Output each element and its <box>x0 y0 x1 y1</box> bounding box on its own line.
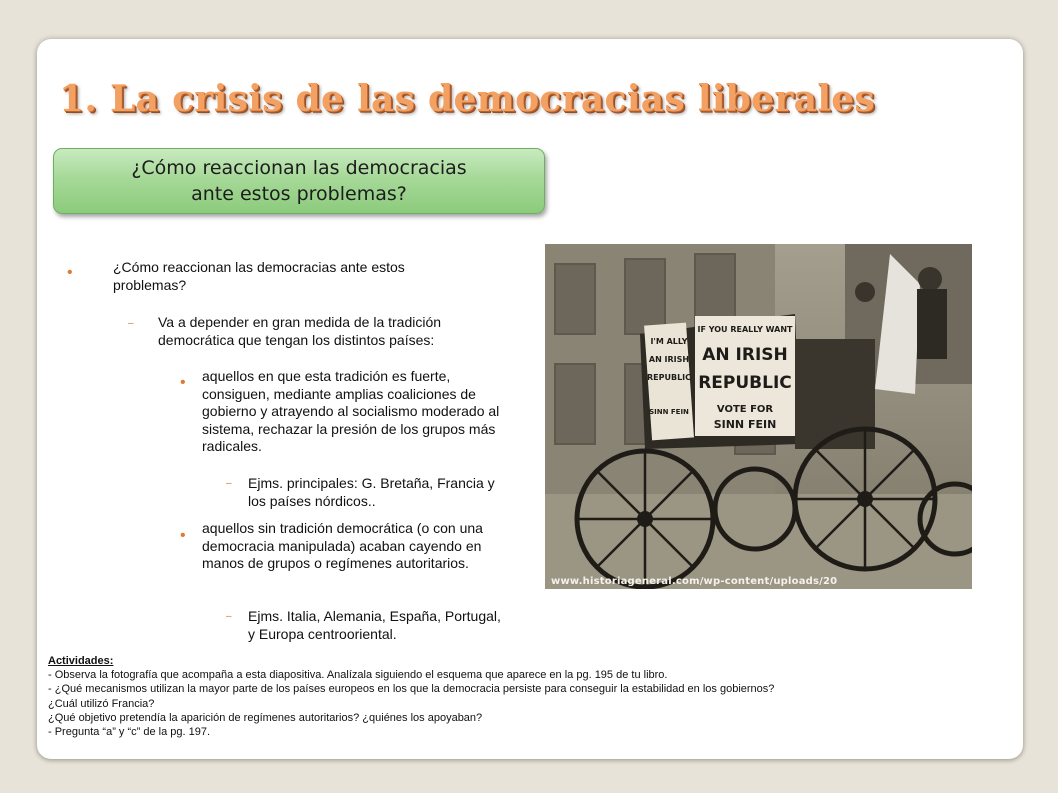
bullet-level4-examples-strong: Ejms. principales: G. Bretaña, Francia y los países nórdicos.. <box>248 475 495 509</box>
bullet-level1: ¿Cómo reaccionan las democracias ante estos problemas? <box>113 259 405 293</box>
photo-illustration <box>545 244 972 589</box>
dash-marker: – <box>128 318 134 329</box>
photo-caption: www.historiageneral.com/wp-content/uploads/20 <box>551 576 838 587</box>
bullet-level4-examples-weak: Ejms. Italia, Alemania, España, Portugal, y Europa centrooriental. <box>248 608 501 642</box>
right-sign-line: AN IRISH <box>702 345 788 365</box>
right-sign-line: SINN FEIN <box>713 418 777 431</box>
bullet-level2: Va a depender en gran medida de la tradición democrática que tengan los distintos países: <box>158 314 442 348</box>
activities-heading: Actividades: <box>48 655 114 667</box>
question-box-text: ¿Cómo reaccionan las democracias ante estos problemas? <box>131 157 467 205</box>
activity-line: - Pregunta “a” y “c” de la pg. 197. <box>48 726 211 739</box>
left-sign-line: AN IRISH <box>648 355 690 364</box>
dash-marker: – <box>226 611 232 622</box>
slide-title: 1. La crisis de las democracias liberales <box>59 78 875 120</box>
right-sign-line: REPUBLIC <box>698 373 792 393</box>
bullet-level3-strong: aquellos en que esta tradición es fuerte, consiguen, mediante amplias coaliciones de gobierno y atrayendo al socialismo moderado al sistema, rechazar la presión de los grupos más radicales. <box>202 368 500 454</box>
activity-line: ¿Cuál utilizó Francia? <box>48 697 155 710</box>
activity-line: - Observa la fotografía que acompaña a esta diapositiva. Analízala siguiendo el esquema que aparece en la pg. 195 de tu libro. <box>48 669 668 682</box>
left-sign-line: SINN FEIN <box>649 408 689 416</box>
bullet-marker: • <box>180 527 186 544</box>
right-sign-line: VOTE FOR <box>716 404 774 415</box>
activity-line: - ¿Qué mecanismos utilizan la mayor parte de los países europeos en los que la democracia persiste para conseguir la estabilidad en los gobiernos? <box>48 683 775 696</box>
bullet-level3-weak: aquellos sin tradición democrática (o con una democracia manipulada) acaban cayendo en manos de grupos o regímenes autoritarios. <box>202 520 483 571</box>
activities-section <box>48 654 978 739</box>
dash-marker: – <box>226 478 232 489</box>
question-box <box>53 148 545 214</box>
bullet-marker: • <box>180 374 186 391</box>
left-sign-line: REPUBLIC <box>646 373 692 382</box>
left-sign-line: I'M ALLY <box>650 337 688 346</box>
historic-photo <box>545 244 972 589</box>
right-sign-line: IF YOU REALLY WANT <box>697 325 793 334</box>
activity-line: ¿Qué objetivo pretendía la aparición de regímenes autoritarios? ¿quiénes los apoyaban? <box>48 711 483 724</box>
bullet-marker: • <box>67 264 73 281</box>
